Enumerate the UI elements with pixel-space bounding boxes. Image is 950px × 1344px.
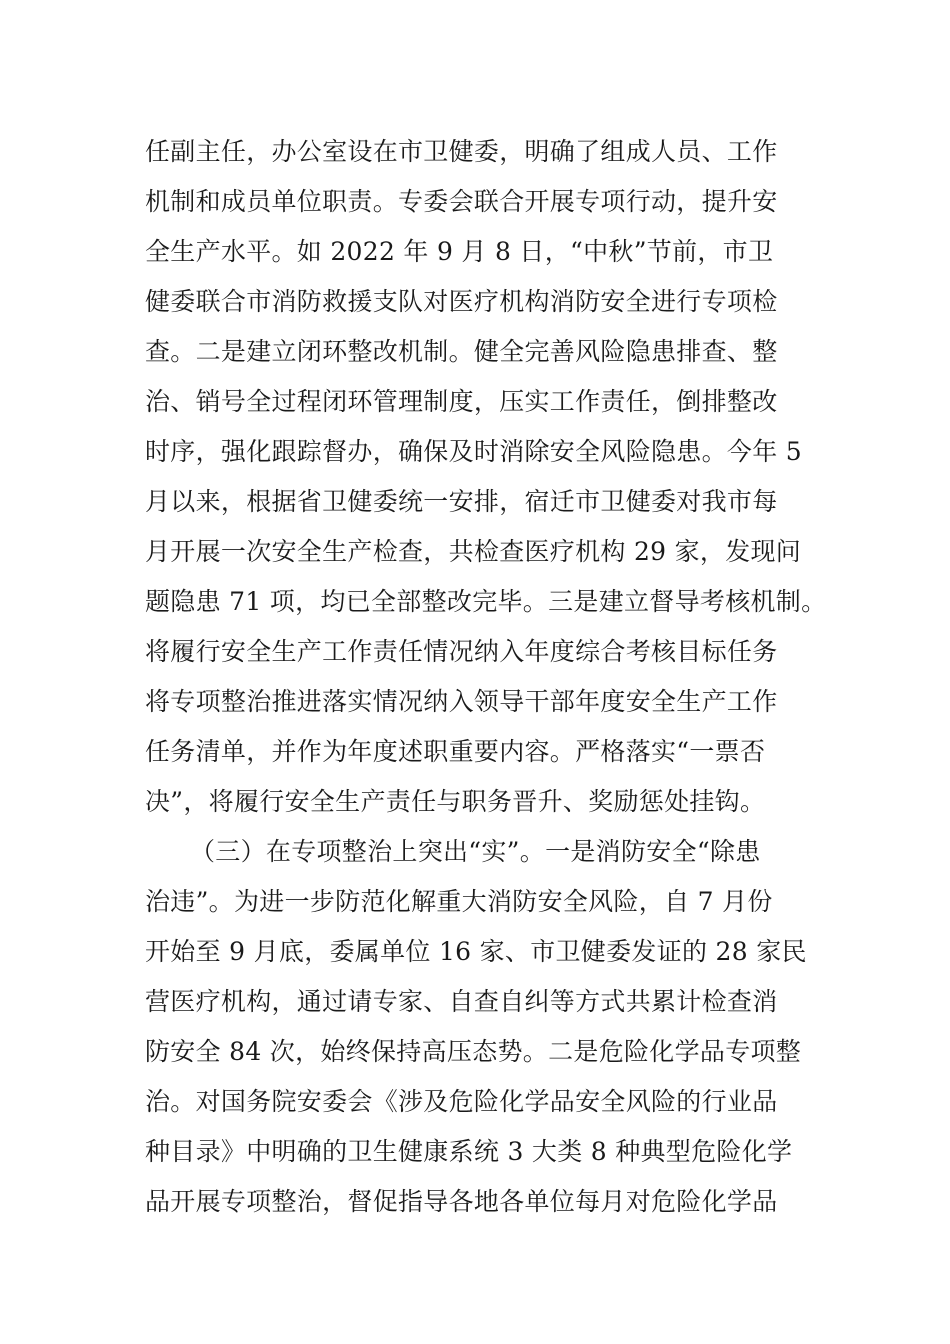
text-line: 防安全 84 次，始终保持高压态势。二是危险化学品专项整 <box>145 1037 802 1066</box>
text-line: 营医疗机构，通过请专家、自查自纠等方式共累计检查消 <box>145 987 778 1016</box>
text-line: 健委联合市消防救援支队对医疗机构消防安全进行专项检 <box>145 287 778 316</box>
text-line: 月开展一次安全生产检查，共检查医疗机构 29 家，发现问 <box>145 537 802 566</box>
section-heading-line: （三）在专项整治上突出“实”。一是消防安全“除患 <box>190 837 761 866</box>
text-line: 全生产水平。如 2022 年 9 月 8 日，“中秋”节前，市卫 <box>145 237 774 266</box>
text-line: 治违”。为进一步防范化解重大消防安全风险，自 7 月份 <box>145 887 773 916</box>
text-line: 月以来，根据省卫健委统一安排，宿迁市卫健委对我市每 <box>145 487 778 516</box>
text-line: 决”，将履行安全生产责任与职务晋升、奖励惩处挂钩。 <box>145 787 766 816</box>
text-line: 种目录》中明确的卫生健康系统 3 大类 8 种典型危险化学 <box>145 1137 793 1166</box>
text-line: 任务清单，并作为年度述职重要内容。严格落实“一票否 <box>145 737 766 766</box>
text-line: 将专项整治推进落实情况纳入领导干部年度安全生产工作 <box>145 687 778 716</box>
text-line: 品开展专项整治，督促指导各地各单位每月对危险化学品 <box>145 1187 778 1216</box>
text-line: 治、销号全过程闭环管理制度，压实工作责任，倒排整改 <box>145 387 778 416</box>
text-line: 开始至 9 月底，委属单位 16 家、市卫健委发证的 28 家民 <box>145 937 807 966</box>
text-line: 治。对国务院安委会《涉及危险化学品安全风险的行业品 <box>145 1087 778 1116</box>
text-line: 查。二是建立闭环整改机制。健全完善风险隐患排查、整 <box>145 337 778 366</box>
text-line: 将履行安全生产工作责任情况纳入年度综合考核目标任务 <box>145 637 778 666</box>
text-line: 时序，强化跟踪督办，确保及时消除安全风险隐患。今年 5 <box>145 437 802 466</box>
text-line: 任副主任，办公室设在市卫健委，明确了组成人员、工作 <box>145 137 778 166</box>
text-line: 机制和成员单位职责。专委会联合开展专项行动，提升安 <box>145 187 778 216</box>
text-line: 题隐患 71 项，均已全部整改完毕。三是建立督导考核机制。 <box>145 587 827 616</box>
